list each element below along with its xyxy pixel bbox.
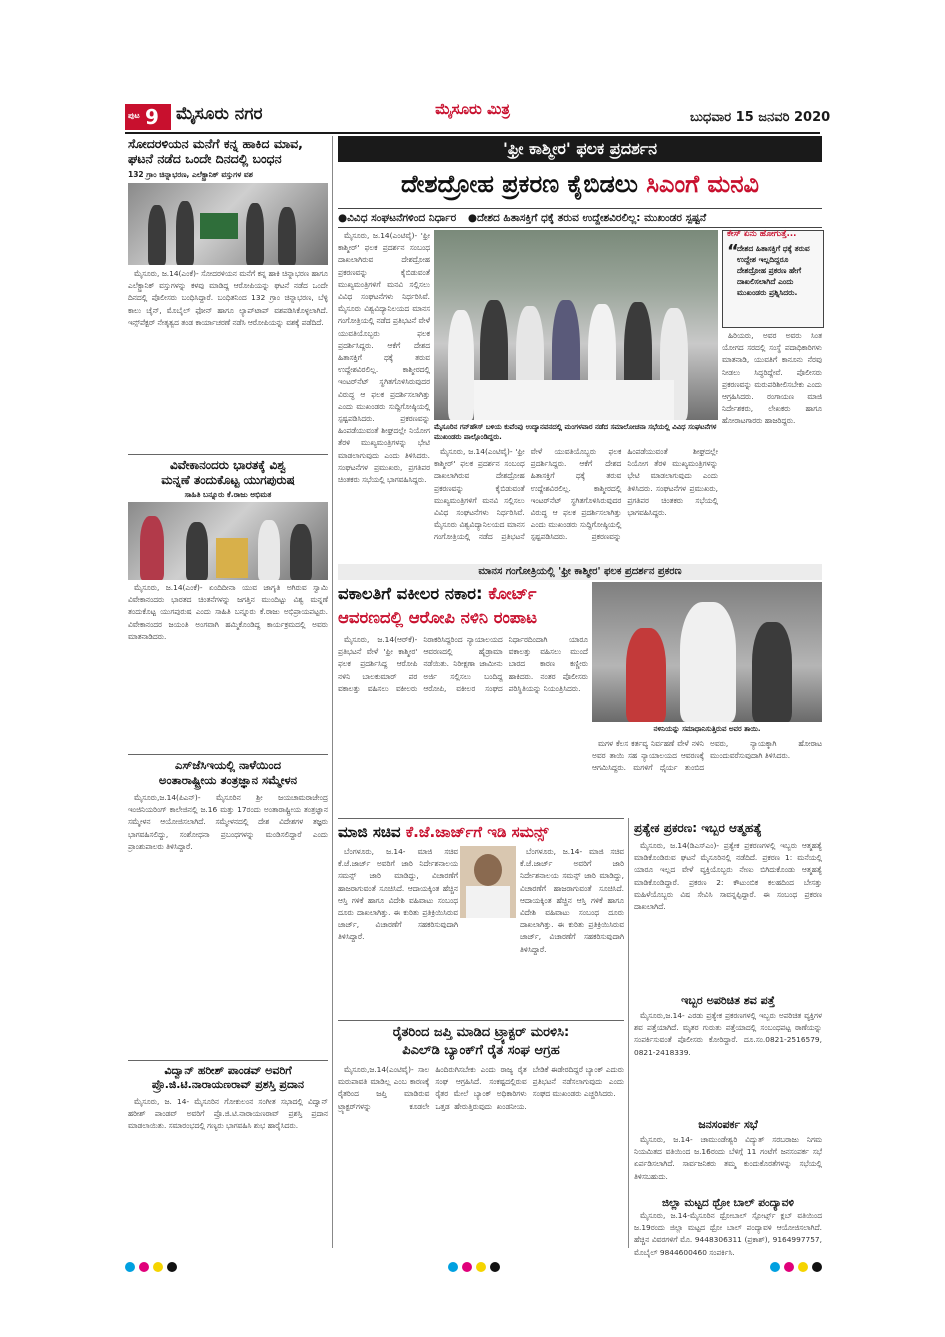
lead-headline-black: ದೇಶದ್ರೋಹ ಪ್ರಕರಣ ಕೈಬಿಡಲು (400, 170, 638, 198)
lead-body-continued: ಮೈಸೂರು, ಜ.14(ಎಂಟಿವೈ)- 'ಫ್ರೀ ಕಾಶ್ಮೀರ್' ಫಲಕ ಪ್ರದರ್ಶನ ಸಂಬಂಧ ದಾಖಲಾಗಿರುವ ದೇಶದ್ರೋಹ ಪ್ರಕರಣವನ್ನು ಕೈಬಿಡುವಂತೆ ಮುಖ್ಯಮಂತ್ರಿಗಳಿಗೆ ಮನವಿ ಸಲ್ಲಿಸಲು ವಿವಿಧ ಸಂಘಟನೆಗಳು ನಿರ್ಧರಿಸಿವೆ. ಮೈಸೂರು ವಿಶ್ವವಿದ್ಯಾನಿಲಯದ ಮಾನಸ ಗಂಗೋತ್ರಿಯಲ್ಲಿ ನಡೆದ ಪ್ರತಿಭಟನೆ ವೇಳೆ ಯುವತಿಯೊಬ್ಬರು ಫಲಕ ಪ್ರದರ್ಶಿಸಿದ್ದರು. ಆಕೆಗೆ ದೇಶದ ಹಿತಾಸಕ್ತಿಗೆ ಧಕ್ಕೆ ತರುವ ಉದ್ದೇಶವಿರಲಿಲ್ಲ. ಕಾಶ್ಮೀರದಲ್ಲಿ ಇಂಟರ್‌ನೆಟ್ ಸ್ಥಗಿತಗೊಳಿಸಿರುವುದರ ವಿರುದ್ಧ ಆ ಫಲಕ ಪ್ರದರ್ಶಿಸಲಾಗಿತ್ತು ಎಂದು ಮುಖಂಡರು ಸುದ್ದಿಗೋಷ್ಠಿಯಲ್ಲಿ ಸ್ಪಷ್ಟಪಡಿಸಿದರು. ಪ್ರಕರಣವನ್ನು ಹಿಂಪಡೆಯುವಂತೆ ಶೀಘ್ರದಲ್ಲೇ ನಿಯೋಗ ತೆರಳಿ ಮುಖ್ಯಮಂತ್ರಿಗಳನ್ನು ಭೇಟಿ ಮಾಡಲಾಗುವುದು ಎಂದು ತಿಳಿಸಿದರು. ಸಂಘಟನೆಗಳ ಪ್ರಮುಖರು, ಪ್ರಗತಿಪರ ಚಿಂತಕರು ಸಭೆಯಲ್ಲಿ ಭಾಗವಹಿಸಿದ್ದರು. (434, 447, 718, 542)
court-side-body: ಮಗಳ ಕೆಲಸ ಕರ್ತವ್ಯ ನಿರ್ವಹಣೆ ವೇಳೆ ನಳಿನಿ ಅವರ ತಾಯಿ ಸಹ ನ್ಯಾಯಾಲಯದ ಆವರಣಕ್ಕೆ ಆಗಮಿಸಿದ್ದರು. ಮಗಳಿಗೆ ಧೈರ್ಯ ತುಂಬಿದ ಅವರು, ನ್ಯಾಯಕ್ಕಾಗಿ ಹೋರಾಟ ಮುಂದುವರೆಸುವುದಾಗಿ ತಿಳಿಸಿದರು. (592, 739, 822, 773)
tractor-headline-line1: ರೈತರಿಂದ ಜಪ್ತಿ ಮಾಡಿದ ಟ್ರ್ಯಾಕ್ಟರ್ ಮರಳಿಸಿ: (392, 1025, 570, 1040)
lead-photo-caption: ಮೈಸೂರಿನ ಗನ್‌ಹೌಸ್ ಬಳಿಯ ಕುವೆಂಪು ಉದ್ಯಾನವನದಲ್ಲಿ ಮಂಗಳವಾರ ನಡೆದ ಸಮಾಲೋಚನಾ ಸಭೆಯಲ್ಲಿ ವಿವಿಧ ಸಂಘಟನೆಗಳ ಮುಖಂಡರು ಪಾಲ್ಗೊಂಡಿದ್ದರು. (434, 423, 717, 441)
court-headline (338, 582, 588, 630)
right-story2-body: ಮೈಸೂರು,ಜ.14- ಎರಡು ಪ್ರತ್ಯೇಕ ಪ್ರಕರಣಗಳಲ್ಲಿ ಇಬ್ಬರು ಅಪರಿಚಿತ ವ್ಯಕ್ತಿಗಳ ಶವ ಪತ್ತೆಯಾಗಿದೆ. ಮೃತರ ಗುರುತು ಪತ್ತೆಯಾದಲ್ಲಿ ಸಂಬಂಧಪಟ್ಟ ಠಾಣೆಯನ್ನು ಸಂಪರ್ಕಿಸುವಂತೆ ಪೊಲೀಸರು ಕೋರಿದ್ದಾರೆ. ದೂ.ಸಂ.0821-2516579, 0821-2418339. (634, 1011, 822, 1057)
right-story3-headline: ಜನಸಂಪರ್ಕ ಸಭೆ (698, 1118, 758, 1131)
story1-photo (128, 183, 328, 265)
date-line: ಬುಧವಾರ 15 ಜನವರಿ 2020 (690, 110, 831, 125)
tractor-body: ಮೈಸೂರು,ಜ.14(ಎಂಟಿವೈ)- ಸಾಲ ಮರುಪಾವತಿ ಮಾಡಿಲ್ಲ ಎಂಬ ಕಾರಣಕ್ಕೆ ರೈತರಿಂದ ಜಪ್ತಿ ಮಾಡಿರುವ ಟ್ರ್ಯಾಕ್ಟರ್‌ಗಳನ್ನು ಕೂಡಲೇ ಹಿಂದಿರುಗಿಸಬೇಕು ಎಂದು ರಾಜ್ಯ ರೈತ ಸಂಘ ಆಗ್ರಹಿಸಿದೆ. ಸಂಕಷ್ಟದಲ್ಲಿರುವ ರೈತರ ಮೇಲೆ ಬ್ಯಾಂಕ್ ಅಧಿಕಾರಿಗಳು ಒತ್ತಡ ಹೇರುತ್ತಿರುವುದು ಖಂಡನೀಯ. ಬೇಡಿಕೆ ಈಡೇರದಿದ್ದರೆ ಬ್ಯಾಂಕ್ ಎದುರು ಪ್ರತಿಭಟನೆ ನಡೆಸಲಾಗುವುದು ಎಂದು ಸಂಘದ ಮುಖಂಡರು ಎಚ್ಚರಿಸಿದರು. (338, 1065, 624, 1111)
story4-headline-line1: ವಿದ್ವಾನ್ ಹರೀಶ್ ಪಾಂಡವ್ ಅವರಿಗೆ (164, 1064, 292, 1077)
story2-headline-line2: ಮನ್ನಣೆ ತಂದುಕೊಟ್ಟ ಯುಗಪುರುಷ (161, 473, 295, 487)
lead-headline (338, 166, 822, 202)
court-strip: ಮಾನಸ ಗಂಗೋತ್ರಿಯಲ್ಲಿ 'ಫ್ರೀ ಕಾಶ್ಮೀರ' ಫಲಕ ಪ್ರದರ್ಶನ ಪ್ರಕರಣ (338, 564, 822, 580)
right-story4-headline: ಜಿಲ್ಲಾ ಮಟ್ಟದ ಥ್ರೋ ಬಾಲ್ ಪಂದ್ಯಾವಳಿ (661, 1197, 795, 1209)
court-photo-caption: ನಳಿನಿಯನ್ನು ಸಮಾಧಾನಿಸುತ್ತಿರುವ ಅವರ ತಾಯಿ. (653, 725, 761, 733)
ed-headline-black: ಮಾಜಿ ಸಚಿವ (338, 823, 401, 841)
story4-headline (128, 1064, 328, 1092)
masthead-logo: ಮೈಸೂರು ಮಿತ್ರ (435, 100, 510, 118)
lead-quote-box (722, 230, 824, 328)
registration-marks-right (770, 1262, 830, 1272)
story2-photo (128, 502, 328, 580)
story4-headline-line2: ಪ್ರೊ.ಜಿ.ಟಿ.ನಾರಾಯಣರಾವ್ ಪ್ರಶಸ್ತಿ ಪ್ರದಾನ (151, 1078, 305, 1091)
registration-marks-left (125, 1262, 185, 1272)
ed-headline-red: ಕೆ.ಜೆ.ಜಾರ್ಜ್‌ಗೆ ಇಡಿ ಸಮನ್ಸ್ (405, 823, 549, 841)
story2-kicker: ಸಾಹಿತಿ ಬನ್ನೂರು ಕೆ.ರಾಜು ಅಭಿಮತ (184, 490, 272, 499)
story1-headline (128, 136, 328, 166)
registration-marks-center (448, 1262, 508, 1272)
court-headline-red1: ಕೋರ್ಟ್ (488, 584, 537, 603)
story4-body: ಮೈಸೂರು, ಜ. 14- ಮೈಸೂರಿನ ಗೋಕುಲಂನ ಸಂಗೀತ ಸಭಾದಲ್ಲಿ ವಿದ್ವಾನ್ ಹರೀಶ್ ಪಾಂಡವ್ ಅವರಿಗೆ ಪ್ರೊ.ಜಿ.ಟಿ.ನಾರಾಯಣರಾವ್ ಪ್ರಶಸ್ತಿ ಪ್ರದಾನ ಮಾಡಲಾಯಿತು. ಸಮಾರಂಭದಲ್ಲಿ ಗಣ್ಯರು ಭಾಗವಹಿಸಿ ಶುಭ ಹಾರೈಸಿದರು. (128, 1097, 328, 1131)
lead-quote-text: ದೇಶದ ಹಿತಾಸಕ್ತಿಗೆ ಧಕ್ಕೆ ತರುವ ಉದ್ದೇಶ ಇಲ್ಲದಿದ್ದರೂ ದೇಶದ್ರೋಹ ಪ್ರಕರಣ ಹೇಗೆ ದಾಖಲಿಸಲಾಗಿದೆ ಎಂದು ಮುಖಂಡರು ಪ್ರಶ್ನಿಸಿದರು. (737, 244, 810, 297)
story2-body: ಮೈಸೂರು, ಜ.14(ಎಂಕೆ)- ಏಂದಿದೀನಾ ಯುವ ಜಾಗೃತಿ ಅಗಿರುವ ಸ್ವಾಮಿ ವಿವೇಕಾನಂದರು ಭಾರತದ ಚಿಂತನೆಗಳನ್ನು ಜಗತ್ತಿನ ಮುಂದಿಟ್ಟು ವಿಶ್ವ ಮನ್ನಣೆ ತಂದುಕೊಟ್ಟ ಯುಗಪುರುಷ ಎಂದು ಸಾಹಿತಿ ಬನ್ನೂರು ಕೆ.ರಾಜು ಅಭಿಪ್ರಾಯಪಟ್ಟರು. ವಿವೇಕಾನಂದರ ಜಯಂತಿ ಅಂಗವಾಗಿ ಹಮ್ಮಿಕೊಂಡಿದ್ದ ಕಾರ್ಯಕ್ರಮದಲ್ಲಿ ಅವರು ಮಾತನಾಡಿದರು. (128, 583, 328, 641)
story3-headline-line2: ಅಂತಾರಾಷ್ಟ್ರೀಯ ತಂತ್ರಜ್ಞಾನ ಸಮ್ಮೇಳನ (158, 773, 298, 787)
lead-sub-strip (338, 208, 822, 228)
story2-headline (128, 458, 328, 488)
lead-sub2: ●ದೇಶದ ಹಿತಾಸಕ್ತಿಗೆ ಧಕ್ಕೆ ತರುವ ಉದ್ದೇಶವಿರಲಿಲ್ಲ: ಮುಖಂಡರ ಸ್ಪಷ್ಟನೆ (467, 212, 707, 224)
ed-body-continued: ಬೆಂಗಳೂರು, ಜ.14- ಮಾಜಿ ಸಚಿವ ಕೆ.ಜೆ.ಜಾರ್ಜ್ ಅವರಿಗೆ ಜಾರಿ ನಿರ್ದೇಶನಾಲಯ ಸಮನ್ಸ್ ಜಾರಿ ಮಾಡಿದ್ದು, ವಿಚಾರಣೆಗೆ ಹಾಜರಾಗುವಂತೆ ಸೂಚಿಸಿದೆ. ಆದಾಯಕ್ಕಿಂತ ಹೆಚ್ಚಿನ ಆಸ್ತಿ ಗಳಿಕೆ ಹಾಗೂ ವಿದೇಶಿ ವಹಿವಾಟು ಸಂಬಂಧ ದೂರು ದಾಖಲಾಗಿತ್ತು. ಈ ಕುರಿತು ಪ್ರತಿಕ್ರಿಯಿಸಿರುವ ಜಾರ್ಜ್, ವಿಚಾರಣೆಗೆ ಸಹಕರಿಸುವುದಾಗಿ ತಿಳಿಸಿದ್ದಾರೆ. (520, 847, 624, 954)
masthead-rule (125, 132, 820, 134)
story3-headline (128, 758, 328, 788)
quote-mark-icon: “ (727, 241, 739, 262)
right-story3-body: ಮೈಸೂರು, ಜ.14- ಚಾಮುಂಡೇಶ್ವರಿ ವಿದ್ಯುತ್ ಸರಬರಾಜು ನಿಗಮ ನಿಯಮಿತದ ವತಿಯಿಂದ ಜ.16ರಂದು ಬೆಳಿಗ್ಗೆ 11 ಗಂಟೆಗೆ ಜನಸಂಪರ್ಕ ಸಭೆ ಏರ್ಪಡಿಸಲಾಗಿದೆ. ಸಾರ್ವಜನಿಕರು ತಮ್ಮ ಕುಂದುಕೊರತೆಗಳನ್ನು ಸಭೆಯಲ್ಲಿ ತಿಳಿಸಬಹುದು. (634, 1135, 822, 1181)
story3-headline-line1: ಎಸ್‌ಜೆಸಿಇಯಲ್ಲಿ ನಾಳೆಯಿಂದ (174, 758, 282, 772)
ed-headline (338, 822, 624, 842)
lead-sub1: ●ವಿವಿಧ ಸಂಘಟನೆಗಳಿಂದ ನಿರ್ಧಾರ (338, 212, 457, 224)
tractor-headline (338, 1024, 624, 1060)
story1-body: ಮೈಸೂರು, ಜ.14(ಎಂಕೆ)- ಸೋದರಳಿಯನ ಮನೆಗೆ ಕನ್ನ ಹಾಕಿ ಚಿನ್ನಾಭರಣ ಹಾಗೂ ಎಲೆಕ್ಟ್ರಾನಿಕ್ ವಸ್ತುಗಳನ್ನು ಕಳವು ಮಾಡಿದ್ದ ಆರೋಪಿಯನ್ನು ಘಟನೆ ನಡೆದ ಒಂದೇ ದಿನದಲ್ಲಿ ಪೊಲೀಸರು ಬಂಧಿಸಿದ್ದಾರೆ. ಬಂಧಿತನಿಂದ 132 ಗ್ರಾಂ ಚಿನ್ನಾಭರಣ, ಬೆಳ್ಳಿ ಕಾಲು ಚೈನ್, ಮೊಬೈಲ್ ಫೋನ್ ಹಾಗೂ ಲ್ಯಾಪ್‌ಟಾಪ್ ವಶಪಡಿಸಿಕೊಳ್ಳಲಾಗಿದೆ. ಇನ್ಸ್‌ಪೆಕ್ಟರ್ ನೇತೃತ್ವದ ತಂಡ ಕಾರ್ಯಾಚರಣೆ ನಡೆಸಿ ಆರೋಪಿಯನ್ನು ವಶಕ್ಕೆ ಪಡೆದಿದೆ. (128, 269, 328, 327)
right-story1-body: ಮೈಸೂರು, ಜ.14(ಡಿಎಸ್‌ಎಂ)- ಪ್ರತ್ಯೇಕ ಪ್ರಕರಣಗಳಲ್ಲಿ ಇಬ್ಬರು ಆತ್ಮಹತ್ಯೆ ಮಾಡಿಕೊಂಡಿರುವ ಘಟನೆ ಮೈಸೂರಿನಲ್ಲಿ ನಡೆದಿದೆ. ಪ್ರಕರಣ 1: ಮನೆಯಲ್ಲಿ ಯಾರೂ ಇಲ್ಲದ ವೇಳೆ ವ್ಯಕ್ತಿಯೊಬ್ಬರು ನೇಣು ಬಿಗಿದುಕೊಂಡು ಆತ್ಮಹತ್ಯೆ ಮಾಡಿಕೊಂಡಿದ್ದಾರೆ. ಪ್ರಕರಣ 2: ಕೌಟುಂಬಿಕ ಕಲಹದಿಂದ ಬೇಸತ್ತು ಮಹಿಳೆಯೊಬ್ಬರು ವಿಷ ಸೇವಿಸಿ ಸಾವನ್ನಪ್ಪಿದ್ದಾರೆ. ಈ ಸಂಬಂಧ ಪ್ರಕರಣ ದಾಖಲಾಗಿದೆ. (634, 841, 822, 912)
court-headline-red2: ಆವರಣದಲ್ಲಿ ಆರೋಪಿ ನಳಿನಿ ರಂಪಾಟ (338, 608, 537, 627)
page-number-box (125, 104, 171, 130)
court-body: ಮೈಸೂರು, ಜ.14(ಆರ್‌ಕೆ)- ಪ್ರತಿಭಟನೆ ವೇಳೆ 'ಫ್ರೀ ಕಾಶ್ಮೀರ' ಫಲಕ ಪ್ರದರ್ಶಿಸಿದ್ದ ಆರೋಪಿ ನಳಿನಿ ಬಾಲಕುಮಾರ್ ಪರ ವಕಾಲತ್ತು ವಹಿಸಲು ವಕೀಲರು ನಿರಾಕರಿಸಿದ್ದರಿಂದ ನ್ಯಾಯಾಲಯದ ಆವರಣದಲ್ಲಿ ಹೈಡ್ರಾಮಾ ನಡೆಯಿತು. ನಿರೀಕ್ಷಣಾ ಜಾಮೀನು ಅರ್ಜಿ ಸಲ್ಲಿಸಲು ಬಂದಿದ್ದ ಆರೋಪಿ, ವಕೀಲರ ಸಂಘದ ನಿರ್ಧಾರದಿಂದಾಗಿ ಯಾರೂ ವಕಾಲತ್ತು ವಹಿಸಲು ಮುಂದೆ ಬಾರದ ಕಾರಣ ಕಣ್ಣೀರು ಹಾಕಿದರು. ನಂತರ ಪೊಲೀಸರು ಪರಿಸ್ಥಿತಿಯನ್ನು ನಿಯಂತ್ರಿಸಿದರು. (338, 635, 588, 693)
court-headline-black: ವಕಾಲತಿಗೆ ವಕೀಲರ ನಕಾರ: (338, 584, 483, 603)
story1-kicker: 132 ಗ್ರಾಂ ಚಿನ್ನಾಭರಣ, ಎಲೆಕ್ಟ್ರಾನಿಕ್ ವಸ್ತುಗಳ ವಶ (128, 170, 253, 179)
story3-body: ಮೈಸೂರು,ಜ.14(ಪಿಎನ್)- ಮೈಸೂರಿನ ಶ್ರೀ ಜಯಚಾಮರಾಜೇಂದ್ರ ಇಂಜಿನಿಯರಿಂಗ್ ಕಾಲೇಜಿನಲ್ಲಿ ಜ.16 ಮತ್ತು 17ರಂದು ಅಂತಾರಾಷ್ಟ್ರೀಯ ತಂತ್ರಜ್ಞಾನ ಸಮ್ಮೇಳನ ಆಯೋಜಿಸಲಾಗಿದೆ. ಸಮ್ಮೇಳನದಲ್ಲಿ ದೇಶ ವಿದೇಶಗಳ ತಜ್ಞರು ಭಾಗವಹಿಸಲಿದ್ದು, ಸಂಶೋಧನಾ ಪ್ರಬಂಧಗಳನ್ನು ಮಂಡಿಸಲಿದ್ದಾರೆ ಎಂದು ಪ್ರಾಂಶುಪಾಲರು ತಿಳಿಸಿದ್ದಾರೆ. (128, 793, 328, 851)
right-story1-headline: ಪ್ರತ್ಯೇಕ ಪ್ರಕರಣ: ಇಬ್ಬರ ಆತ್ಮಹತ್ಯೆ (634, 821, 762, 835)
right-story2-headline: ಇಬ್ಬರ ಅಪರಿಚಿತ ಶವ ಪತ್ತೆ (681, 994, 775, 1007)
tractor-headline-line2: ಪಿಎಲ್‌ಡಿ ಬ್ಯಾಂಕ್‌ಗೆ ರೈತ ಸಂಘ ಆಗ್ರಹ (402, 1043, 560, 1058)
story1-headline-line2: ಘಟನೆ ನಡೆದ ಒಂದೇ ದಿನದಲ್ಲಿ ಬಂಧನ (128, 151, 282, 166)
right-story4-body: ಮೈಸೂರು, ಜ.14-ಮೈಸೂರಿನ ಥ್ರೋಬಾಲ್ ಸ್ಪೋರ್ಟ್ಸ್ ಕ್ಲಬ್ ವತಿಯಿಂದ ಜ.19ರಂದು ಜಿಲ್ಲಾ ಮಟ್ಟದ ಥ್ರೋ ಬಾಲ್ ಪಂದ್ಯಾವಳಿ ಆಯೋಜಿಸಲಾಗಿದೆ. ಹೆಚ್ಚಿನ ವಿವರಗಳಿಗೆ ಮೊ. 9448306311 (ಪ್ರಕಾಶ್), 9164997757, ಮೊಬೈಲ್ 9844600460 ಸಂಪರ್ಕಿಸಿ. (634, 1211, 822, 1257)
lead-headline-red: ಸಿಎಂಗೆ ಮನವಿ (646, 170, 760, 198)
lead-body: ಮೈಸೂರು, ಜ.14(ಎಂಟಿವೈ)- 'ಫ್ರೀ ಕಾಶ್ಮೀರ್' ಫಲಕ ಪ್ರದರ್ಶನ ಸಂಬಂಧ ದಾಖಲಾಗಿರುವ ದೇಶದ್ರೋಹ ಪ್ರಕರಣವನ್ನು ಕೈಬಿಡುವಂತೆ ಮುಖ್ಯಮಂತ್ರಿಗಳಿಗೆ ಮನವಿ ಸಲ್ಲಿಸಲು ವಿವಿಧ ಸಂಘಟನೆಗಳು ನಿರ್ಧರಿಸಿವೆ. ಮೈಸೂರು ವಿಶ್ವವಿದ್ಯಾನಿಲಯದ ಮಾನಸ ಗಂಗೋತ್ರಿಯಲ್ಲಿ ನಡೆದ ಪ್ರತಿಭಟನೆ ವೇಳೆ ಯುವತಿಯೊಬ್ಬರು ಫಲಕ ಪ್ರದರ್ಶಿಸಿದ್ದರು. ಆಕೆಗೆ ದೇಶದ ಹಿತಾಸಕ್ತಿಗೆ ಧಕ್ಕೆ ತರುವ ಉದ್ದೇಶವಿರಲಿಲ್ಲ. ಕಾಶ್ಮೀರದಲ್ಲಿ ಇಂಟರ್‌ನೆಟ್ ಸ್ಥಗಿತಗೊಳಿಸಿರುವುದರ ವಿರುದ್ಧ ಆ ಫಲಕ ಪ್ರದರ್ಶಿಸಲಾಗಿತ್ತು ಎಂದು ಮುಖಂಡರು ಸುದ್ದಿಗೋಷ್ಠಿಯಲ್ಲಿ ಸ್ಪಷ್ಟಪಡಿಸಿದರು. ಪ್ರಕರಣವನ್ನು ಹಿಂಪಡೆಯುವಂತೆ ಶೀಘ್ರದಲ್ಲೇ ನಿಯೋಗ ತೆರಳಿ ಮುಖ್ಯಮಂತ್ರಿಗಳನ್ನು ಭೇಟಿ ಮಾಡಲಾಗುವುದು ಎಂದು ತಿಳಿಸಿದರು. ಸಂಘಟನೆಗಳ ಪ್ರಮುಖರು, ಪ್ರಗತಿಪರ ಚಿಂತಕರು ಸಭೆಯಲ್ಲಿ ಭಾಗವಹಿಸಿದ್ದರು. (338, 231, 430, 485)
lead-photo (434, 230, 718, 420)
court-photo (592, 582, 822, 722)
story1-headline-line1: ಸೋದರಳಿಯನ ಮನೆಗೆ ಕನ್ನ ಹಾಕಿದ ಮಾವ, (128, 136, 303, 151)
ed-photo (460, 846, 516, 918)
story2-headline-line1: ವಿವೇಕಾನಂದರು ಭಾರತಕ್ಕೆ ವಿಶ್ವ (170, 458, 286, 472)
lead-quote-label: ಕೇಸ್ ಏನು ಹೋಗುತ್ತೆ... (727, 229, 797, 239)
lead-banner: 'ಫ್ರೀ ಕಾಶ್ಮೀರ' ಫಲಕ ಪ್ರದರ್ಶನ (338, 136, 822, 162)
page-number: 9 (145, 105, 159, 129)
ed-body: ಬೆಂಗಳೂರು, ಜ.14- ಮಾಜಿ ಸಚಿವ ಕೆ.ಜೆ.ಜಾರ್ಜ್ ಅವರಿಗೆ ಜಾರಿ ನಿರ್ದೇಶನಾಲಯ ಸಮನ್ಸ್ ಜಾರಿ ಮಾಡಿದ್ದು, ವಿಚಾರಣೆಗೆ ಹಾಜರಾಗುವಂತೆ ಸೂಚಿಸಿದೆ. ಆದಾಯಕ್ಕಿಂತ ಹೆಚ್ಚಿನ ಆಸ್ತಿ ಗಳಿಕೆ ಹಾಗೂ ವಿದೇಶಿ ವಹಿವಾಟು ಸಂಬಂಧ ದೂರು ದಾಖಲಾಗಿತ್ತು. ಈ ಕುರಿತು ಪ್ರತಿಕ್ರಿಯಿಸಿರುವ ಜಾರ್ಜ್, ವಿಚಾರಣೆಗೆ ಸಹಕರಿಸುವುದಾಗಿ ತಿಳಿಸಿದ್ದಾರೆ. (338, 847, 458, 942)
page-label: ಪುಟ (128, 111, 140, 120)
lead-side-body: ಹಿರಿಯರು, ಅವರ ಅವರು ಸಿಂತ ಯೋಗದ ಸರದಲ್ಲಿ ಸಂಸ್ಥೆ ಪದಾಧಿಕಾರಿಗಳು ಮಾತನಾಡಿ, ಯುವತಿಗೆ ಕಾನೂನು ನೆರವು ನೀಡಲು ಸಿದ್ಧರಿದ್ದೇವೆ. ಪೊಲೀಸರು ಪ್ರಕರಣವನ್ನು ಮರುಪರಿಶೀಲಿಸಬೇಕು ಎಂದು ಆಗ್ರಹಿಸಿದರು. ರಂಗಾಯಣ ಮಾಜಿ ನಿರ್ದೇಶಕರು, ಲೇಖಕರು ಹಾಗೂ ಹೋರಾಟಗಾರರು ಹಾಜರಿದ್ದರು. (722, 331, 822, 426)
section-name: ಮೈಸೂರು ನಗರ (176, 104, 263, 124)
